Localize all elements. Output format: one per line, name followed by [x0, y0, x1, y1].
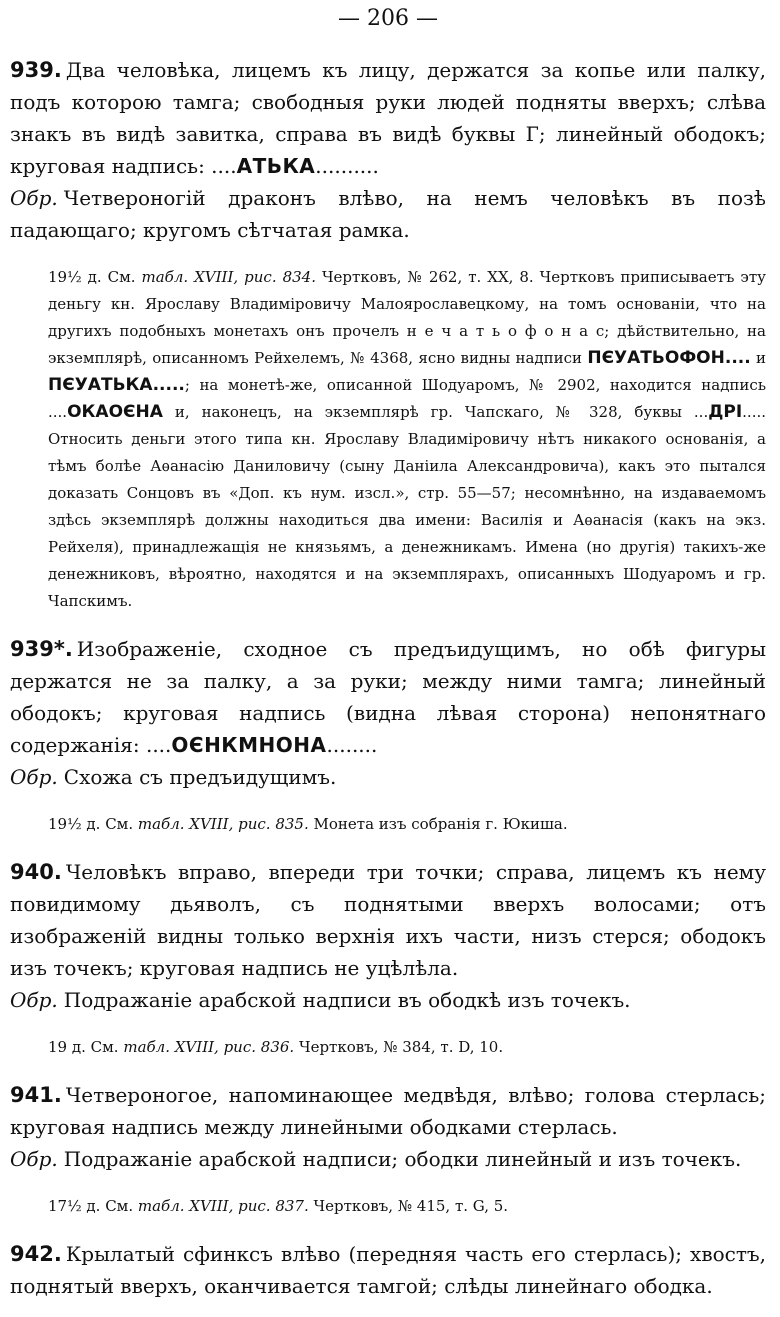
note-inscription: ДРІ [708, 402, 743, 422]
note-inscription: ПЄУАТЬКА..... [48, 375, 185, 395]
see-label: См. [90, 1038, 119, 1056]
description-text-tail: .......... [315, 154, 379, 178]
note-inscription: ПЄУАТЬОФОН.... [587, 348, 751, 368]
catalog-note [10, 811, 766, 838]
entry-description [10, 856, 766, 984]
entry-941 [10, 1079, 766, 1220]
description-text: Изображеніе, сходное съ предъидущимъ, но обѣ фигуры держатся не за палку, а за руки; между ними тамга; линейный ободокъ; круговая надпись (видна лѣвая сторона) непонятнаго содержанія: .... [10, 637, 766, 757]
entry-description [10, 54, 766, 182]
entry-number: 942. [10, 1242, 62, 1266]
see-label: См. [107, 268, 136, 286]
coin-size: 19½ д. [48, 815, 101, 833]
page-number: — 206 — [338, 6, 438, 31]
description-text: Человѣкъ вправо, впереди три точки; справа, лицемъ къ нему повидимому дьяволъ, съ поднятыми вверхъ волосами; отъ изображеній видны только верхнія ихъ части, низъ стерся; ободокъ изъ точекъ; круговая надпись не уцѣлѣла. [10, 860, 766, 980]
see-label: См. [105, 1197, 134, 1215]
note-text: ; на монетѣ-же, описанной Шодуаромъ, № 2902, находится надпись .... [48, 376, 766, 421]
description-text: Четвероногое, напоминающее медвѣдя, влѣво; голова стерлась; круговая надпись между линейными ободками стерлась. [10, 1083, 766, 1139]
entry-description [10, 1238, 766, 1302]
reverse-description [10, 984, 766, 1016]
note-text: ..... Относить деньги этого типа кн. Ярославу Владиміровичу нѣтъ никакого основанія, а тѣмъ болѣе Аѳанасію Даниловичу (сыну Даніила Александровича), какъ это пытался доказать Сонцовъ въ «Доп. къ нум. изсл.», стр. 55—57; несомнѣнно, на издаваемомъ здѣсь экземплярѣ должны находиться два имени: Василія и Аѳанасія (какъ на экз. Рейхеля), принадлежащія не князьямъ, а денежникамъ. Имена (но другія) такихъ-же денежниковъ, вѣроятно, находятся и на экземплярахъ, описанныхъ Шодуаромъ и гр. Чапскимъ. [48, 403, 766, 610]
plate-reference: табл. XVIII, рис. 834. [141, 268, 316, 286]
inscription: ОЄНКМНОНА [171, 733, 327, 757]
note-text: Монета изъ собранія г. Юкиша. [313, 815, 568, 833]
entry-number: 941. [10, 1083, 62, 1107]
note-text: и [756, 349, 766, 367]
reverse-label: Обр. [10, 765, 58, 789]
reverse-label: Обр. [10, 988, 58, 1012]
plate-reference: табл. XVIII, рис. 836. [123, 1038, 295, 1056]
reverse-text: Четвероногій драконъ влѣво, на немъ человѣкъ въ позѣ падающаго; кругомъ сѣтчатая рамка. [10, 186, 766, 242]
note-text: и, наконецъ, на экземплярѣ гр. Чапскаго, № 328, буквы ... [174, 403, 709, 421]
catalog-note [10, 264, 766, 615]
entry-description [10, 633, 766, 761]
inscription: АТЬКА [236, 154, 316, 178]
entry-description [10, 1079, 766, 1143]
catalog-note [10, 1034, 766, 1061]
reverse-text: Подражаніе арабской надписи; ободки линейный и изъ точекъ. [63, 1147, 742, 1171]
coin-size: 17½ д. [48, 1197, 101, 1215]
reverse-label: Обр. [10, 1147, 58, 1171]
reverse-label: Обр. [10, 186, 58, 210]
note-text: Чертковъ, № 384, т. D, 10. [298, 1038, 504, 1056]
reverse-description [10, 1143, 766, 1175]
catalog-note [10, 1193, 766, 1220]
note-inscription: ОКАОЄНА [67, 402, 163, 422]
coin-size: 19½ д. [48, 268, 102, 286]
entry-939 [10, 54, 766, 615]
reverse-description [10, 182, 766, 246]
plate-reference: табл. XVIII, рис. 837. [137, 1197, 309, 1215]
plate-reference: табл. XVIII, рис. 835. [137, 815, 309, 833]
reverse-text: Схожа съ предъидущимъ. [63, 765, 337, 789]
entry-942 [10, 1238, 766, 1302]
entry-number: 939*. [10, 637, 73, 661]
description-text: Крылатый сфинксъ влѣво (передняя часть его стерлась); хвостъ, поднятый вверхъ, оканчивается тамгой; слѣды линейнаго ободка. [10, 1242, 766, 1298]
description-text: Два человѣка, лицемъ къ лицу, держатся за копье или палку, подъ которою тамга; свободныя руки людей подняты вверхъ; слѣва знакъ въ видѣ завитка, справа въ видѣ буквы Г; линейный ободокъ; круговая надпись: .... [10, 58, 766, 178]
description-text-tail: ........ [326, 733, 378, 757]
coin-size: 19 д. [48, 1038, 86, 1056]
entry-939-star [10, 633, 766, 838]
note-text: Чертковъ, № 415, т. G, 5. [313, 1197, 509, 1215]
entry-number: 939. [10, 58, 62, 82]
reverse-description [10, 761, 766, 793]
reverse-text: Подражаніе арабской надписи въ ободкѣ изъ точекъ. [63, 988, 631, 1012]
entry-940 [10, 856, 766, 1061]
entry-number: 940. [10, 860, 62, 884]
see-label: См. [105, 815, 134, 833]
note-text: Чертковъ, № 262, т. XX, 8. Чертковъ приписываетъ эту деньгу кн. Ярославу Владиміровичу Малоярославецкому, на томъ основаніи, что на другихъ подобныхъ монетахъ онъ прочелъ н е ч а т ь о ф о н а с; дѣйствительно, на экземплярѣ, описанномъ Рейхелемъ, № 4368, ясно видны надписи [48, 268, 766, 367]
